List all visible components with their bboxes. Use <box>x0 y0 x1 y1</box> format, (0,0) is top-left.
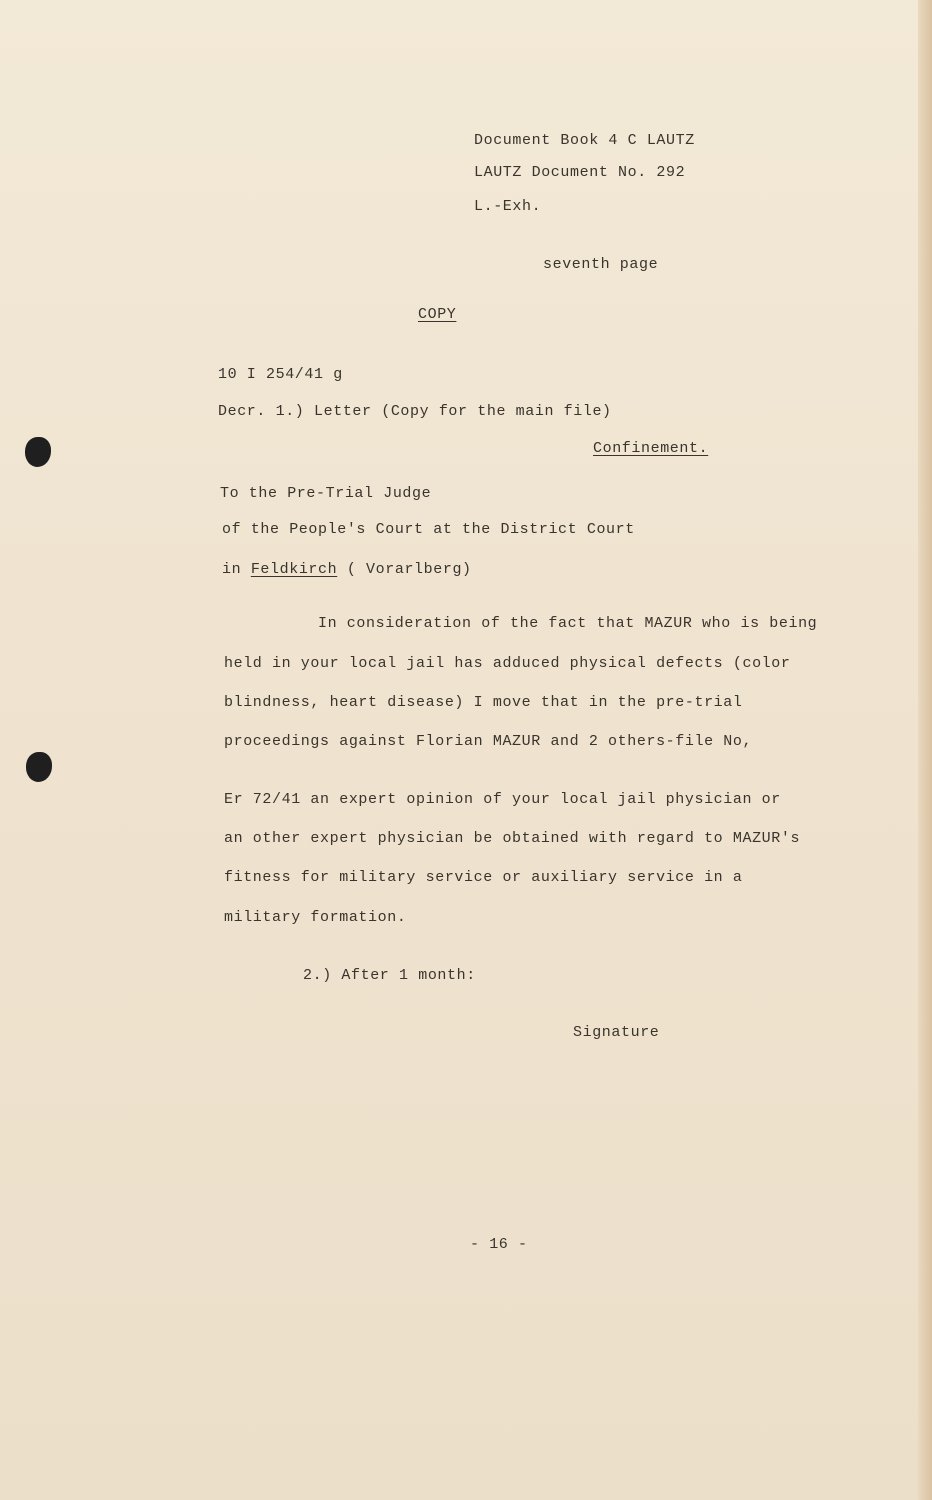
address-suffix: ( Vorarlberg) <box>337 561 472 578</box>
body-paragraph-1-line-1: In consideration of the fact that MAZUR who is being <box>318 615 818 632</box>
body-paragraph-2-line-2: an other expert physician be obtained with regard to MAZUR's <box>224 830 801 847</box>
body-paragraph-1-line-3: blindness, heart disease) I move that in the pre-trial <box>224 694 743 711</box>
item-2: 2.) After 1 month: <box>303 967 476 984</box>
body-paragraph-1-line-2: held in your local jail has adduced physical defects (color <box>224 655 791 672</box>
punch-hole-bottom <box>26 752 52 782</box>
body-paragraph-2-line-3: fitness for military service or auxiliary service in a <box>224 869 743 886</box>
body-paragraph-2-line-4: military formation. <box>224 909 407 926</box>
address-prefix: in <box>222 561 251 578</box>
header-document-number: LAUTZ Document No. 292 <box>474 164 686 181</box>
page-label: seventh page <box>543 256 659 273</box>
file-reference: 10 I 254/41 g <box>218 366 343 383</box>
address-line-1: To the Pre-Trial Judge <box>220 485 432 502</box>
page-edge <box>918 0 932 1500</box>
address-place: Feldkirch <box>250 561 338 578</box>
header-exhibit: L.-Exh. <box>474 198 542 215</box>
signature: Signature <box>573 1024 660 1041</box>
address-line-2: of the People's Court at the District Court <box>222 521 635 538</box>
copy-label: COPY <box>418 306 457 323</box>
page-number: - 16 - <box>470 1236 528 1253</box>
address-line-3 <box>222 561 472 578</box>
confinement-label: Confinement. <box>593 440 709 457</box>
decree-line: Decr. 1.) Letter (Copy for the main file) <box>218 403 612 420</box>
body-paragraph-2-line-1: Er 72/41 an expert opinion of your local jail physician or <box>224 791 781 808</box>
body-paragraph-1-line-4: proceedings against Florian MAZUR and 2 others-file No, <box>224 733 753 750</box>
punch-hole-top <box>25 437 51 467</box>
header-document-book: Document Book 4 C LAUTZ <box>474 132 695 149</box>
